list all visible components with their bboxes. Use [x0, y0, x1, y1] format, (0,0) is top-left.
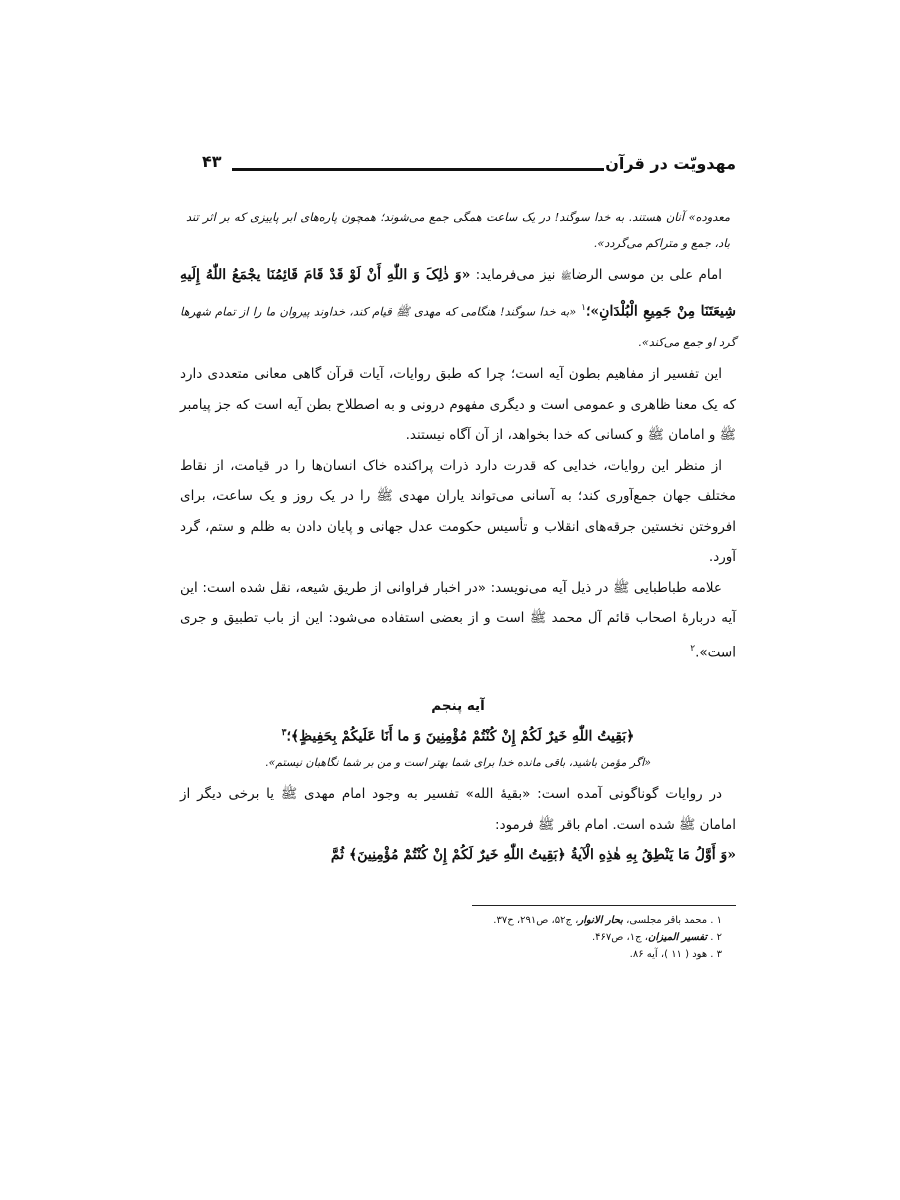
tabatabai-text: علامه طباطبایی ﷺ در ذیل آیه می‌نویسد: «در اخبار فراوانی از طریق شیعه، نقل شده است: این آیه دربارهٔ اصحاب قائم آل محمد ﷺ است و از بعضی استفاده می‌شود: این از باب تطبیق و جری است».	[180, 579, 736, 660]
rida-intro: امام علی بن موسی الرضا	[571, 267, 723, 283]
rida-says: نیز می‌فرماید:	[470, 267, 561, 283]
footnote-ref-3[interactable]: ۳	[281, 727, 287, 738]
tafsir-paragraph: این تفسیر از مفاهیم بطون آیه است؛ چرا که طبق روایات، آیات قرآن گاهی معانی متعددی دارد که یک معنا ظاهری و عمومی است و دیگری مفهوم درونی و به اصطلاح بطن آیه است که جز پیامبر ﷺ و امامان ﷺ و کسانی که خدا بخواهد، از آن آگاه نیستند.	[180, 366, 736, 443]
baqir-arabic-hadith: «وَ أَوَّلُ مَا یَنْطِقُ بِهِ هٰذِهِ الْآیةُ ﴿بَقِیتُ اللّٰهِ خَیرٌ لَکُمْ إِنْ کُنْتُمْ مُؤْمِنِینَ﴾ ثُمَّ	[330, 847, 736, 864]
rida-arabic-hadith: «وَ ذٰلِکَ وَ اللّٰهِ أَنْ لَوْ قَدْ قَامَ قَائِمُنَا یجْمَعُ اللّٰهُ إِلَیهِ شِیعَتَنَا مِنْ جَمِیعِ الْبُلْدَانِ»؛	[180, 267, 736, 319]
honorific-icon: ﷺ	[560, 272, 572, 282]
rida-paragraph	[180, 260, 736, 357]
section-title: آیه پنجم	[431, 697, 485, 714]
header-rule	[232, 168, 604, 171]
footnote-ref-1[interactable]: ۱	[581, 302, 586, 313]
footnote-3: ۳ . هود ( ۱۱ )، آیه ۸۶.	[629, 949, 722, 960]
rida-translation: «به خدا سوگند! هنگامی که مهدی ﷺ قیام کند، خداوند پیروان ما را از تمام شهرها گرد او جمع می‌کند».	[180, 304, 736, 349]
tabatabai-paragraph	[180, 573, 736, 668]
footnote-2-title: تفسیر المیزان	[648, 932, 708, 943]
riwayat-paragraph: در روایات گوناگونی آمده است: «بقیهٔ الله» تفسیر به وجود امام مهدی ﷺ یا برخی دیگر از امامان ﷺ شده است. امام باقر ﷺ فرمود:	[180, 786, 736, 833]
footnotes	[322, 912, 722, 963]
intro-translation: معدوده» آنان هستند. به خدا سوگند! در یک ساعت همگی جمع می‌شوند؛ همچون پاره‌های ابر پاییزی که بر اثر تند باد، جمع و متراکم می‌گردد».	[186, 210, 730, 250]
verse-text: ﴿بَقِیتُ اللّٰهِ خَیرٌ لَکُمْ إِنْ کُنْتُمْ مُؤْمِنِینَ وَ ما أَنَا عَلَیکُمْ بِحَفِیظٍ﴾؛	[286, 728, 635, 745]
verse-arabic	[180, 718, 736, 752]
book-page	[180, 150, 736, 970]
page-body	[180, 204, 736, 871]
footnote-1-prefix: ۱ . محمد باقر مجلسی،	[622, 915, 722, 926]
footnote-1-suffix: ، ج۵۲، ص۲۹۱، ح۳۷.	[493, 915, 579, 926]
footnote-2-suffix: ، ج۱، ص۴۶۷.	[591, 932, 649, 943]
footnote-1-title: بحار الانوار	[578, 915, 623, 926]
verse-translation: «اگر مؤمن باشید، باقی مانده خدا برای شما بهتر است و من بر شما نگاهبان نیستم».	[264, 756, 652, 770]
footnote-rule	[472, 905, 736, 906]
running-header	[180, 154, 736, 190]
running-title: مهدویّت در قرآن	[605, 154, 736, 173]
view-paragraph: از منظر این روایات، خدایی که قدرت دارد ذرات پراکنده خاک انسان‌ها را در قیامت، از نقاط مختلف جهان جمع‌آوری کند؛ به آسانی می‌تواند یاران مهدی ﷺ را در یک روز و یک ساعت، برای افروختن نخستین جرقه‌های انقلاب و تأسیس حکومت عدل جهانی و پایان دادن به ظلم و ستم، گرد آورد.	[180, 457, 736, 565]
footnote-1	[322, 912, 722, 929]
footnote-ref-2[interactable]: ۲	[690, 643, 696, 654]
footnote-2	[322, 929, 722, 946]
footnote-2-prefix: ۲ .	[707, 932, 722, 943]
page-number: ۴۳	[202, 152, 222, 171]
